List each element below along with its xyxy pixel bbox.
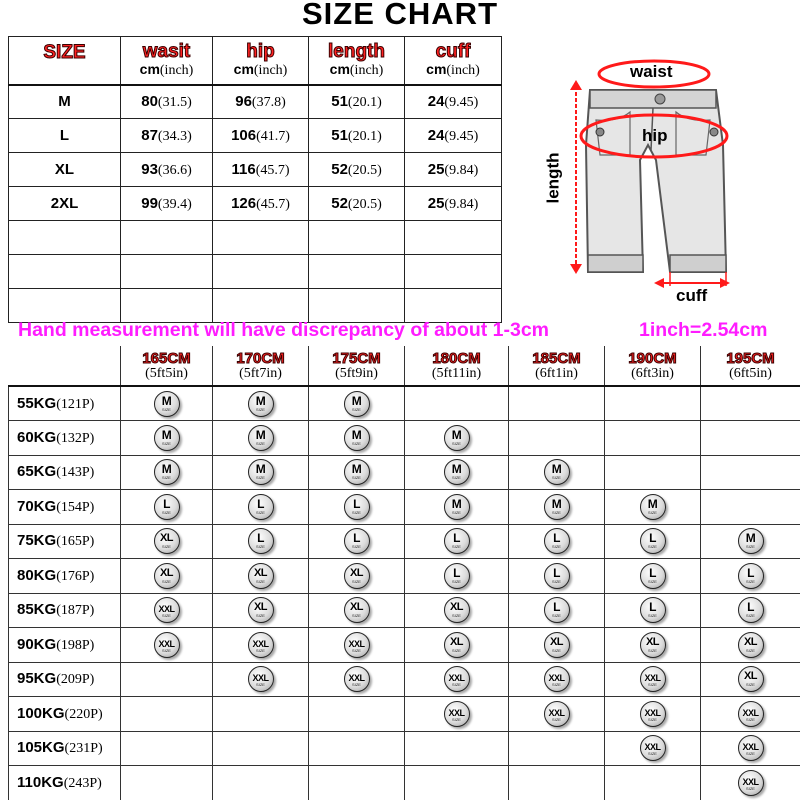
length-label: length [543, 152, 563, 204]
size-badge: XL SIZE [738, 666, 764, 692]
size-badge: M SIZE [444, 459, 470, 485]
fit-cell [405, 455, 509, 490]
size-badge: XXL SIZE [248, 666, 274, 692]
size-badge: L SIZE [344, 528, 370, 554]
fit-cell [121, 421, 213, 456]
measure-cell: 25(9.84) [405, 187, 502, 221]
fit-cell [309, 490, 405, 525]
fit-cell [121, 490, 213, 525]
size-cell: XL [9, 153, 121, 187]
fit-cell-empty [213, 766, 309, 800]
fit-cell [405, 524, 509, 559]
fit-cell [121, 455, 213, 490]
size-badge: XXL SIZE [344, 666, 370, 692]
fit-cell [509, 662, 605, 697]
fit-cell [509, 697, 605, 732]
size-badge: L SIZE [248, 494, 274, 520]
size-row [9, 187, 502, 221]
weight-row [9, 662, 800, 697]
measure-cell: 52(20.5) [309, 153, 405, 187]
size-badge: XL SIZE [344, 563, 370, 589]
size-table-header [9, 37, 502, 85]
fit-cell-empty [605, 421, 701, 456]
fit-cell-empty [701, 421, 800, 456]
weight-row [9, 766, 800, 800]
fit-cell [213, 386, 309, 421]
size-row [9, 119, 502, 153]
fit-cell [605, 731, 701, 766]
size-badge: XL SIZE [344, 597, 370, 623]
height-header-row [9, 346, 800, 386]
fit-cell [605, 490, 701, 525]
fit-cell [605, 559, 701, 594]
size-badge: M SIZE [248, 391, 274, 417]
fit-cell-empty [701, 386, 800, 421]
fit-cell [509, 559, 605, 594]
size-badge: L SIZE [544, 597, 570, 623]
fit-cell [309, 455, 405, 490]
weight-row [9, 455, 800, 490]
fit-cell-empty [121, 662, 213, 697]
size-badge: L SIZE [640, 597, 666, 623]
size-badge: L SIZE [154, 494, 180, 520]
fit-cell [213, 490, 309, 525]
size-badge: L SIZE [544, 528, 570, 554]
size-badge: XXL SIZE [640, 701, 666, 727]
size-badge: L SIZE [640, 563, 666, 589]
empty-row [9, 255, 502, 289]
size-badge: XL SIZE [248, 563, 274, 589]
size-badge: M SIZE [444, 425, 470, 451]
fit-cell [309, 386, 405, 421]
fit-cell [213, 628, 309, 663]
size-badge: M SIZE [544, 494, 570, 520]
height-header: 180CM (5ft11in) [405, 346, 509, 386]
fit-cell-empty [213, 731, 309, 766]
height-weight-fit-table [8, 346, 800, 800]
fit-cell [509, 524, 605, 559]
size-badge: XXL SIZE [154, 597, 180, 623]
measurement-notice: Hand measurement will have discrepancy of about 1-3cm [18, 319, 550, 341]
fit-cell [701, 628, 800, 663]
size-row [9, 85, 502, 119]
measure-cell: 87(34.3) [121, 119, 213, 153]
size-badge: XXL SIZE [154, 632, 180, 658]
fit-cell [405, 662, 509, 697]
size-badge: L SIZE [738, 563, 764, 589]
fit-cell-empty [309, 731, 405, 766]
pants-measurement-diagram [543, 50, 748, 310]
height-header: 195CM (6ft5in) [701, 346, 800, 386]
fit-cell [309, 559, 405, 594]
weight-cell: 95KG(209P) [9, 662, 121, 697]
measure-cell: 99(39.4) [121, 187, 213, 221]
size-badge: L SIZE [248, 528, 274, 554]
fit-cell [121, 524, 213, 559]
measure-cell: 25(9.84) [405, 153, 502, 187]
size-badge: XXL SIZE [738, 770, 764, 796]
weight-cell: 70KG(154P) [9, 490, 121, 525]
fit-cell [121, 628, 213, 663]
size-badge: L SIZE [444, 528, 470, 554]
pants-outline [586, 90, 726, 272]
weight-cell: 75KG(165P) [9, 524, 121, 559]
left-cuff-shape [588, 255, 643, 272]
cuff-label: cuff [676, 286, 708, 305]
weight-row [9, 421, 800, 456]
fit-cell [121, 559, 213, 594]
fit-cell [405, 490, 509, 525]
unit-conversion: 1inch=2.54cm [639, 319, 768, 341]
fit-cell [213, 662, 309, 697]
weight-row [9, 524, 800, 559]
fit-cell-empty [509, 766, 605, 800]
measure-cell: 24(9.45) [405, 119, 502, 153]
size-badge: M SIZE [344, 459, 370, 485]
size-cell: 2XL [9, 187, 121, 221]
size-badge: M SIZE [344, 425, 370, 451]
size-row [9, 153, 502, 187]
size-badge: M SIZE [248, 459, 274, 485]
fit-cell-empty [509, 386, 605, 421]
header-cuff: cuff cm(inch) [405, 37, 502, 85]
fit-cell-empty [701, 490, 800, 525]
fit-cell [701, 593, 800, 628]
fit-cell [309, 662, 405, 697]
fit-cell [509, 490, 605, 525]
fit-cell-empty [605, 766, 701, 800]
header-hip: hip cm(inch) [213, 37, 309, 85]
hip-label: hip [642, 126, 668, 145]
size-badge: XL SIZE [738, 632, 764, 658]
size-badge: L SIZE [640, 528, 666, 554]
size-badge: M SIZE [248, 425, 274, 451]
waistband-shape [590, 90, 716, 108]
header-size: SIZE [9, 37, 121, 85]
fit-cell-empty [309, 697, 405, 732]
weight-cell: 60KG(132P) [9, 421, 121, 456]
size-badge: XXL SIZE [738, 735, 764, 761]
weight-row [9, 593, 800, 628]
weight-cell: 85KG(187P) [9, 593, 121, 628]
fit-cell-empty [509, 731, 605, 766]
header-waist: wasit cm(inch) [121, 37, 213, 85]
fit-cell [405, 421, 509, 456]
waist-label: waist [630, 62, 673, 81]
page-title: SIZE CHART [302, 0, 498, 31]
fit-cell-empty [121, 731, 213, 766]
size-badge: XL SIZE [544, 632, 570, 658]
size-badge: L SIZE [738, 597, 764, 623]
size-badge: XXL SIZE [544, 666, 570, 692]
size-badge: XL SIZE [154, 563, 180, 589]
fit-cell [605, 593, 701, 628]
measure-cell: 24(9.45) [405, 85, 502, 119]
size-badge: M SIZE [344, 391, 370, 417]
corner-cell [9, 346, 121, 386]
fit-cell [405, 697, 509, 732]
height-header: 190CM (6ft3in) [605, 346, 701, 386]
weight-row [9, 386, 800, 421]
fit-cell [405, 559, 509, 594]
fit-cell [121, 386, 213, 421]
weight-row [9, 628, 800, 663]
button-icon [655, 94, 665, 104]
weight-row [9, 731, 800, 766]
weight-row [9, 490, 800, 525]
fit-cell-empty [701, 455, 800, 490]
size-badge: M SIZE [544, 459, 570, 485]
fit-cell [605, 628, 701, 663]
size-badge: XXL SIZE [344, 632, 370, 658]
height-header: 185CM (6ft1in) [509, 346, 605, 386]
fit-cell [213, 559, 309, 594]
fit-cell [213, 421, 309, 456]
fit-cell [701, 559, 800, 594]
fit-cell [701, 662, 800, 697]
size-badge: XL SIZE [248, 597, 274, 623]
pants-illustration [548, 50, 748, 310]
height-header: 170CM (5ft7in) [213, 346, 309, 386]
size-badge: XL SIZE [640, 632, 666, 658]
size-badge: L SIZE [344, 494, 370, 520]
fit-cell-empty [605, 455, 701, 490]
weight-cell: 100KG(220P) [9, 697, 121, 732]
size-badge: XXL SIZE [544, 701, 570, 727]
fit-cell [605, 662, 701, 697]
size-cell: L [9, 119, 121, 153]
fit-cell [509, 455, 605, 490]
size-badge: M SIZE [154, 425, 180, 451]
fit-cell [605, 697, 701, 732]
fit-cell [405, 628, 509, 663]
fit-cell [309, 524, 405, 559]
fit-cell [309, 421, 405, 456]
size-badge: L SIZE [444, 563, 470, 589]
size-badge: XL SIZE [444, 597, 470, 623]
weight-cell: 65KG(143P) [9, 455, 121, 490]
size-badge: XXL SIZE [640, 735, 666, 761]
size-badge: XXL SIZE [738, 701, 764, 727]
fit-cell-empty [405, 386, 509, 421]
size-cell: M [9, 85, 121, 119]
fit-cell [509, 593, 605, 628]
measure-cell: 80(31.5) [121, 85, 213, 119]
header-length: length cm(inch) [309, 37, 405, 85]
weight-cell: 90KG(198P) [9, 628, 121, 663]
fit-cell-empty [405, 766, 509, 800]
size-badge: XL SIZE [444, 632, 470, 658]
fit-cell [605, 524, 701, 559]
fit-cell-empty [405, 731, 509, 766]
fit-cell [213, 524, 309, 559]
fit-cell-empty [309, 766, 405, 800]
measure-cell: 116(45.7) [213, 153, 309, 187]
weight-row [9, 559, 800, 594]
fit-cell [701, 731, 800, 766]
fit-cell [405, 593, 509, 628]
fit-cell [309, 628, 405, 663]
size-badge: M SIZE [640, 494, 666, 520]
size-badge: M SIZE [738, 528, 764, 554]
measure-cell: 51(20.1) [309, 119, 405, 153]
fit-cell-empty [121, 766, 213, 800]
fit-cell [213, 593, 309, 628]
measure-cell: 106(41.7) [213, 119, 309, 153]
measure-cell: 96(37.8) [213, 85, 309, 119]
weight-cell: 55KG(121P) [9, 386, 121, 421]
height-header: 165CM (5ft5in) [121, 346, 213, 386]
fit-cell-empty [213, 697, 309, 732]
size-badge: M SIZE [154, 459, 180, 485]
measure-cell: 52(20.5) [309, 187, 405, 221]
size-badge: XXL SIZE [248, 632, 274, 658]
size-measurement-table [8, 36, 501, 314]
weight-cell: 80KG(176P) [9, 559, 121, 594]
measure-cell: 93(36.6) [121, 153, 213, 187]
fit-cell [509, 628, 605, 663]
weight-row [9, 697, 800, 732]
size-badge: L SIZE [544, 563, 570, 589]
fit-cell-empty [509, 421, 605, 456]
size-badge: M SIZE [154, 391, 180, 417]
fit-cell [213, 455, 309, 490]
fit-cell [701, 766, 800, 800]
right-cuff-shape [670, 255, 726, 272]
size-badge: XXL SIZE [444, 666, 470, 692]
size-badge: M SIZE [444, 494, 470, 520]
measure-cell: 126(45.7) [213, 187, 309, 221]
fit-cell [309, 593, 405, 628]
size-badge: XXL SIZE [640, 666, 666, 692]
size-badge: XL SIZE [154, 528, 180, 554]
size-badge: XXL SIZE [444, 701, 470, 727]
weight-cell: 105KG(231P) [9, 731, 121, 766]
measure-cell: 51(20.1) [309, 85, 405, 119]
fit-cell [121, 593, 213, 628]
height-header: 175CM (5ft9in) [309, 346, 405, 386]
empty-row [9, 289, 502, 323]
fit-cell-empty [121, 697, 213, 732]
fit-cell-empty [605, 386, 701, 421]
weight-cell: 110KG(243P) [9, 766, 121, 800]
fit-cell [701, 524, 800, 559]
empty-row [9, 221, 502, 255]
fit-cell [701, 697, 800, 732]
